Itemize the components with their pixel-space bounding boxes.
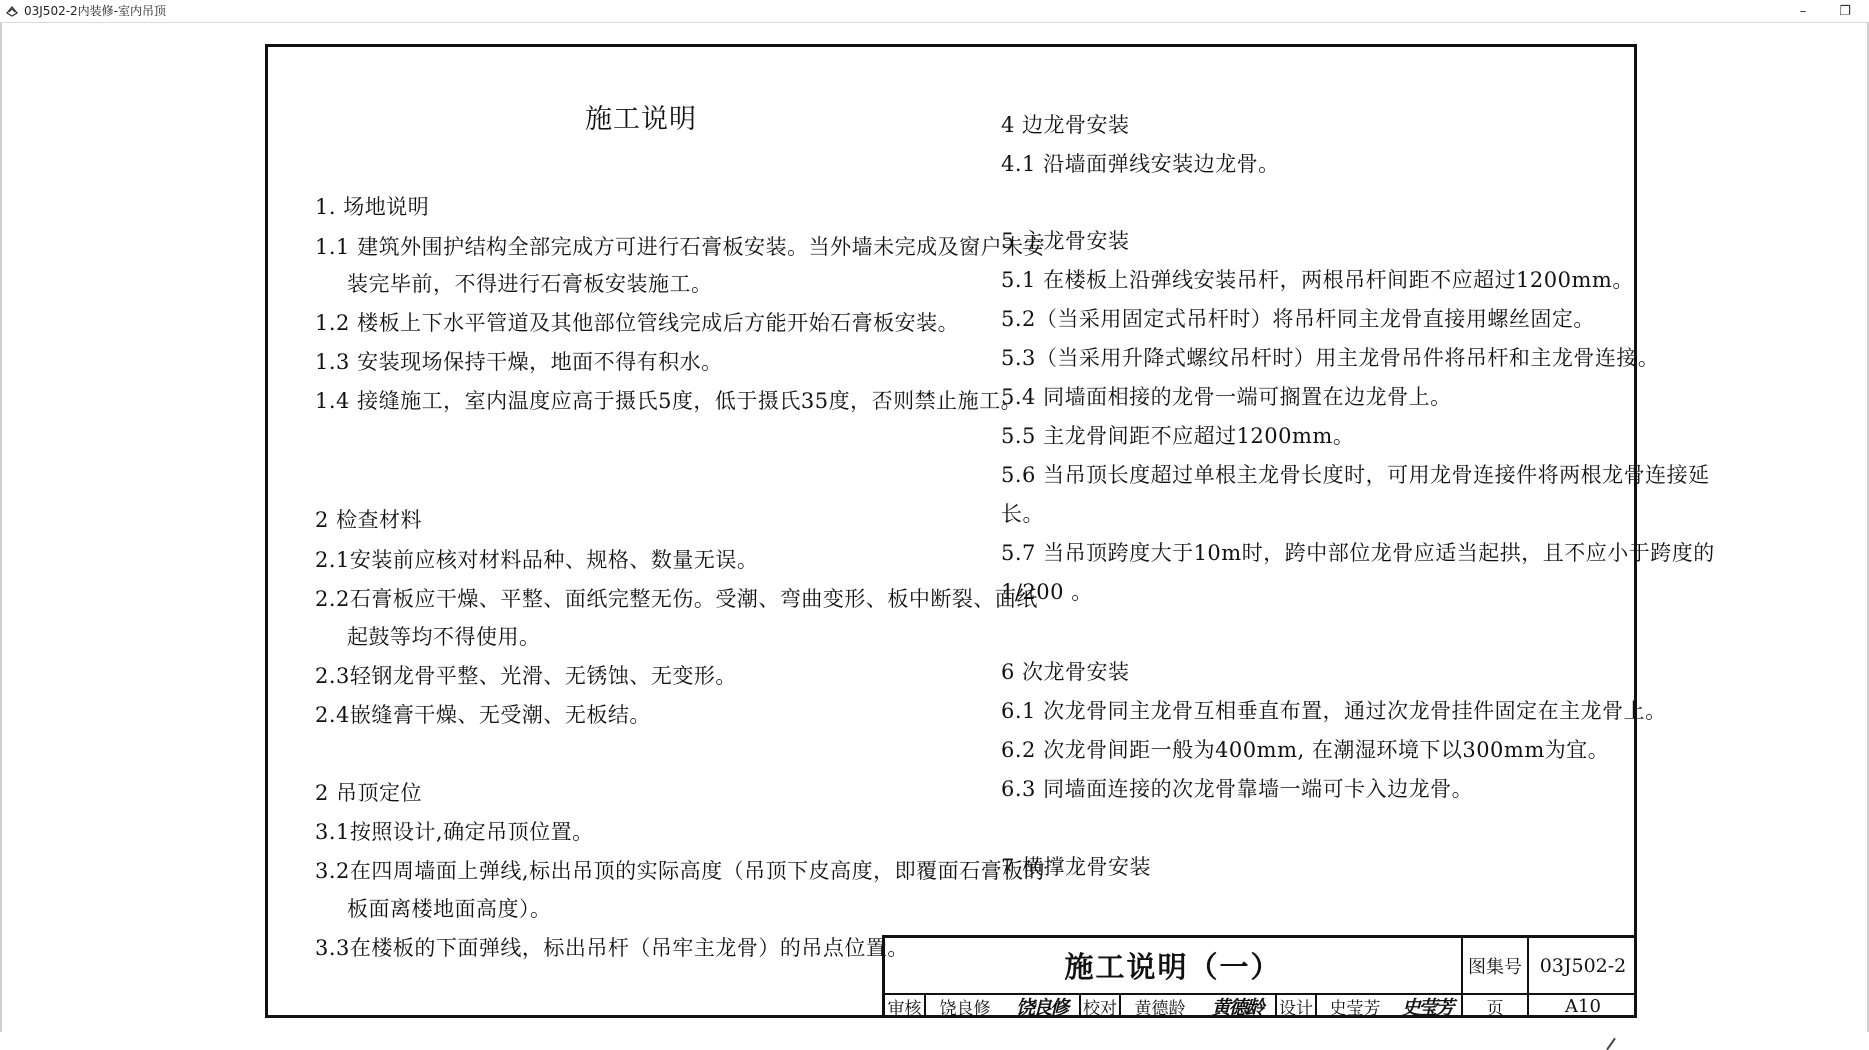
section-heading: 4 边龙骨安装 <box>1001 113 1130 137</box>
review-label: 审核 <box>887 999 922 1019</box>
text-line: 5.3（当采用升降式螺纹吊杆时）用主龙骨吊件将吊杆和主龙骨连接。 <box>1001 346 1660 370</box>
document-viewer[interactable] <box>0 23 1869 1032</box>
section-heading: 6 次龙骨安装 <box>1001 660 1130 684</box>
design-label: 设计 <box>1279 999 1313 1019</box>
section-heading: 5 主龙骨安装 <box>1001 229 1130 253</box>
atlas-number: 03J502-2 <box>1539 954 1627 977</box>
checker-signature: 黄德龄 <box>1211 997 1263 1019</box>
check-label: 校对 <box>1083 999 1117 1019</box>
document-viewer-icon <box>5 4 19 18</box>
title-block <box>882 935 1637 1018</box>
text-line: 1.2 楼板上下水平管道及其他部位管线完成后方能开始石膏板安装。 <box>315 311 960 335</box>
viewer-left-edge <box>0 23 2 1032</box>
text-line: 2.1安装前应核对材料品种、规格、数量无误。 <box>315 548 759 572</box>
text-line: 5.7 当吊顶跨度大于10m时，跨中部位龙骨应适当起拱，且不应小于跨度的 <box>1001 541 1715 565</box>
reviewer-signature: 饶良修 <box>1015 997 1067 1019</box>
reviewer-name: 饶良修 <box>939 999 991 1019</box>
text-line: 长。 <box>1001 502 1044 526</box>
text-line: 3.1按照设计,确定吊顶位置。 <box>315 820 594 844</box>
drawing-sheet <box>265 44 1715 1019</box>
text-line: 板面离楼地面高度）。 <box>347 897 552 921</box>
text-line: 装完毕前，不得进行石膏板安装施工。 <box>347 272 713 296</box>
page-label: 页 <box>1486 999 1504 1019</box>
restore-button[interactable]: ❐ <box>1839 3 1851 19</box>
text-line: 5.5 主龙骨间距不应超过1200mm。 <box>1001 424 1355 448</box>
text-line: 2.2石膏板应干燥、平整、面纸完整无伤。受潮、弯曲变形、板中断裂、面纸 <box>315 587 1038 611</box>
text-line: 5.1 在楼板上沿弹线安装吊杆，两根吊杆间距不应超过1200mm。 <box>1001 268 1634 292</box>
text-line: 6.1 次龙骨同主龙骨互相垂直布置，通过次龙骨挂件固定在主龙骨上。 <box>1001 699 1667 723</box>
window-titlebar <box>0 0 1869 23</box>
text-line: 6.2 次龙骨间距一般为400mm, 在潮湿环境下以300mm为宜。 <box>1001 738 1610 762</box>
window-title: 03J502-2内装修-室内吊顶 <box>24 4 167 18</box>
text-line: 起鼓等均不得使用。 <box>347 625 541 649</box>
text-line: 4.1 沿墙面弹线安装边龙骨。 <box>1001 152 1280 176</box>
text-line: 3.2在四周墙面上弹线,标出吊顶的实际高度（吊顶下皮高度，即覆面石膏板的 <box>315 859 1046 883</box>
text-line: 5.4 同墙面相接的龙骨一端可搁置在边龙骨上。 <box>1001 385 1452 409</box>
scan-mark <box>1606 1038 1616 1050</box>
section-heading: 1. 场地说明 <box>315 195 430 219</box>
text-line: 2.3轻钢龙骨平整、光滑、无锈蚀、无变形。 <box>315 664 737 688</box>
minimize-button[interactable]: – <box>1799 3 1807 19</box>
text-line: 2.4嵌缝膏干燥、无受潮、无板结。 <box>315 703 651 727</box>
designer-signature: 史莹芳 <box>1401 997 1453 1019</box>
text-line: 1/200 。 <box>1001 580 1093 604</box>
section-heading: 2 吊顶定位 <box>315 781 423 805</box>
designer-name: 史莹芳 <box>1329 999 1381 1019</box>
section-heading: 2 检查材料 <box>315 508 423 532</box>
text-line: 1.1 建筑外围护结构全部完成方可进行石膏板安装。当外墙未完成及窗户未安 <box>315 235 1046 259</box>
text-line: 5.6 当吊顶长度超过单根主龙骨长度时，可用龙骨连接件将两根龙骨连接延 <box>1001 463 1710 487</box>
text-line: 1.4 接缝施工，室内温度应高于摄氏5度，低于摄氏35度，否则禁止施工。 <box>315 389 1023 413</box>
atlas-label: 图集号 <box>1468 956 1522 978</box>
text-line: 5.2（当采用固定式吊杆时）将吊杆同主龙骨直接用螺丝固定。 <box>1001 307 1595 331</box>
section-heading: 7 横撑龙骨安装 <box>1001 855 1152 879</box>
page-number: A10 <box>1565 996 1601 1017</box>
page-title: 施工说明 <box>585 104 697 135</box>
checker-name: 黄德龄 <box>1134 999 1186 1019</box>
drawing-title: 施工说明（一） <box>1064 950 1282 984</box>
text-line: 6.3 同墙面连接的次龙骨靠墙一端可卡入边龙骨。 <box>1001 777 1474 801</box>
text-line: 3.3在楼板的下面弹线，标出吊杆（吊牢主龙骨）的吊点位置。 <box>315 936 909 960</box>
text-line: 1.3 安装现场保持干燥，地面不得有积水。 <box>315 350 723 374</box>
